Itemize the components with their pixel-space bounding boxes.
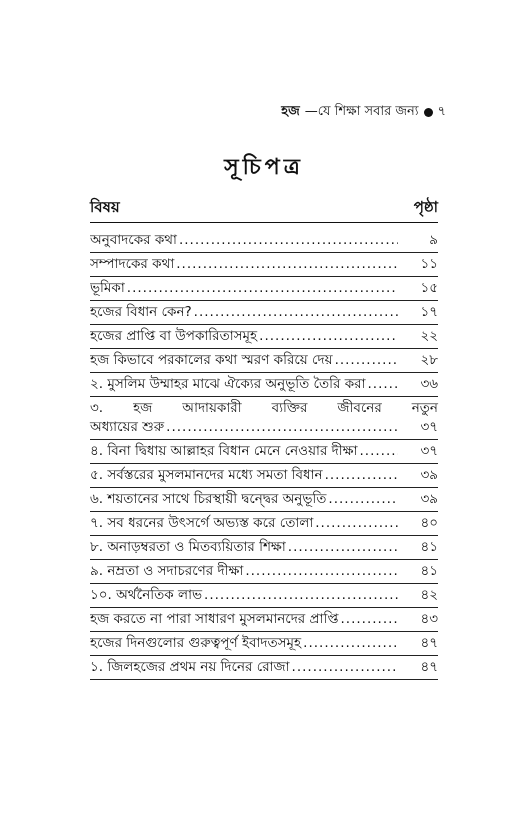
dot-leader [259,327,398,346]
dot-leader [335,351,398,370]
toc-entry-page: ২৮ [420,352,438,368]
column-header-page: পৃষ্ঠা [413,198,438,216]
toc-entry-page: ২২ [420,328,438,344]
toc-entry-page: ৩৬ [420,376,438,392]
toc-entry [90,512,438,536]
toc-entry-label: অনুবাদকের কথা [90,232,177,248]
dot-leader [204,586,398,605]
toc-entry [90,373,438,397]
toc-entry-label: হজ করতে না পারা সাধারণ মুসলমানদের প্রাপ্তি [90,611,339,627]
toc-entry-page: ১১ [420,256,438,272]
running-header-book-title: হজ [281,104,300,119]
toc-entry [90,325,438,349]
toc-entry [90,632,438,656]
toc-entry [90,301,438,325]
dot-leader [368,375,399,394]
toc-entry-label: হজের দিনগুলোর গুরুত্বপূর্ণ ইবাদতসমূহ [90,635,302,651]
toc-entry-label: ৬. শয়তানের সাথে চিরস্থায়ী দ্বন্দ্বের অনুভূতি [90,491,327,507]
dot-leader [288,538,398,557]
toc-entry [90,464,438,488]
dot-leader [292,658,398,677]
column-header-subject: বিষয় [90,198,120,216]
dot-leader [328,490,398,509]
toc-entry-page: ৩৭ [420,419,438,435]
toc-entry-page: ৩৭ [420,443,438,459]
toc-entry-page: ১৫ [420,280,438,296]
dot-leader [340,610,398,629]
toc-entry-label-line1: ৩. হজ আদায়কারী ব্যক্তির জীবনের নতুন [90,400,438,416]
running-header-subtitle: —যে শিক্ষা সবার জন্য [304,104,419,119]
toc-entry [90,560,438,584]
toc-entry-label: ৯. নম্রতা ও সদাচরণের দীক্ষা [90,563,244,579]
toc-entry-label: ৮. অনাড়ম্বরতা ও মিতব্যয়িতার শিক্ষা [90,539,286,555]
toc-entry-page: ৪১ [420,539,438,555]
toc-entry-page: ৪৭ [420,659,438,675]
dot-leader [176,255,398,274]
toc-entry [90,488,438,512]
dot-leader [245,562,398,581]
toc-entry-label: হজের প্রাপ্তি বা উপকারিতাসমূহ [90,328,258,344]
toc-entry-label: ভূমিকা [90,280,125,296]
toc-entry-page: ৩৯ [420,491,438,507]
toc-entry [90,608,438,632]
dot-leader [303,634,398,653]
toc-entry [90,229,438,253]
toc-entry-page: ৪৭ [420,635,438,651]
toc-entry-label: ১০. অর্থনৈতিক লাভ [90,587,203,603]
page-title: সূচিপত্র [224,155,304,180]
toc-entry-label: সম্পাদকের কথা [90,256,175,272]
toc-entry-page: ৩৯ [420,467,438,483]
dot-leader [179,231,398,250]
toc-entry [90,253,438,277]
toc-entry-page: ৪২ [420,587,438,603]
toc-entry-page: ৪৩ [420,611,438,627]
dot-leader [166,418,398,437]
toc-entry-label-line2: অধ্যায়ের শুরু [90,419,165,435]
dot-leader [315,514,398,533]
dot-leader [127,279,398,298]
running-header [281,102,446,123]
dot-leader [359,442,398,461]
toc-entry [90,397,438,440]
toc-entry-label: হজের বিধান কেন? [90,304,192,320]
toc-entry-label: ৭. সব ধরনের উৎসর্গে অভ্যস্ত করে তোলা [90,515,314,531]
toc-entry-page: ১৭ [420,304,438,320]
toc-entry-page: ৯ [429,232,438,248]
toc-entry [90,536,438,560]
dot-leader [194,303,398,322]
toc-entry-label: ২. মুসলিম উম্মাহর মাঝে ঐক্যের অনুভূতি তৈরি করা [90,376,366,392]
toc-entry-label: ৪. বিনা দ্বিধায় আল্লাহর বিধান মেনে নেওয়ার দীক্ষা [90,443,358,459]
toc-entry-label: হজ কিভাবে পরকালের কথা স্মরণ করিয়ে দেয় [90,352,333,368]
toc-entry [90,584,438,608]
running-header-page-number: ৭ [437,104,446,119]
bullet-dot-icon [424,108,433,117]
table-of-contents [90,229,438,680]
header-divider [90,222,438,223]
toc-entry [90,349,438,373]
toc-entry [90,656,438,680]
dot-leader [325,466,398,485]
toc-entry-page: ৪০ [420,515,438,531]
toc-entry-page: ৪১ [420,563,438,579]
toc-entry-label: ৫. সর্বস্তরের মুসলমানদের মধ্যে সমতা বিধান [90,467,323,483]
toc-entry [90,440,438,464]
toc-entry-label: ১. জিলহজের প্রথম নয় দিনের রোজা [90,659,290,675]
toc-entry [90,277,438,301]
